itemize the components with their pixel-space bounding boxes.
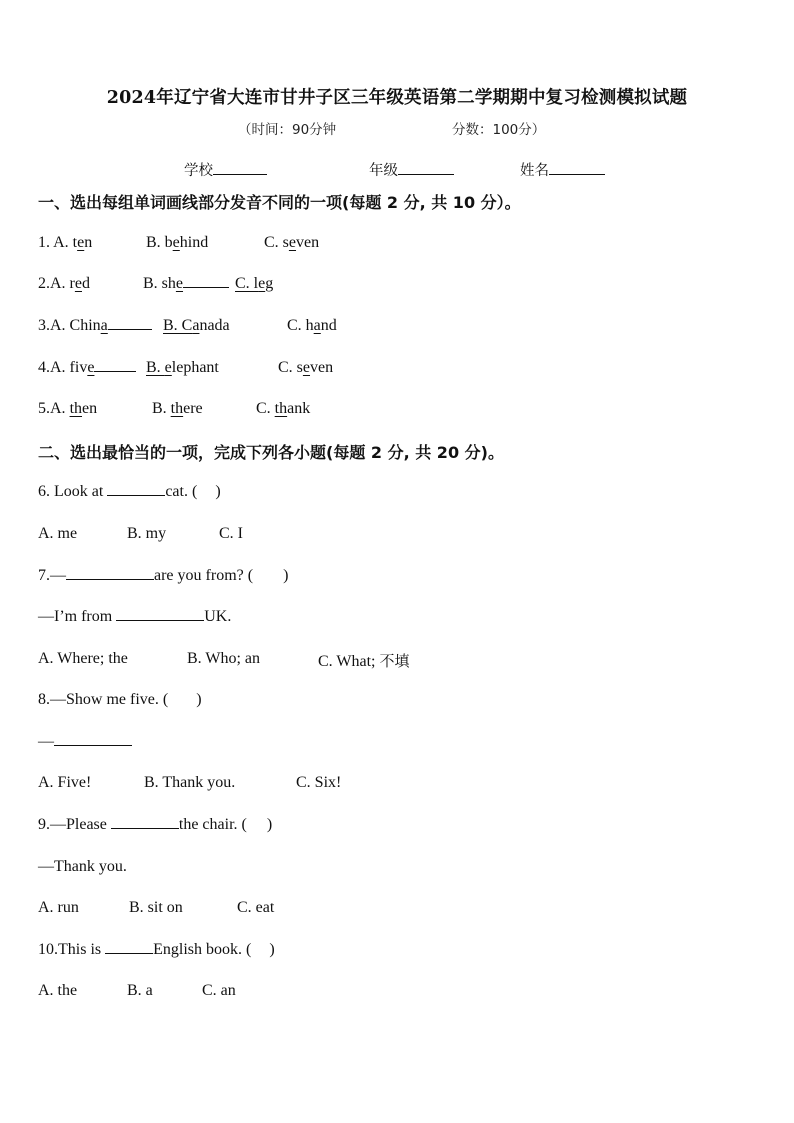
q6-option-c[interactable]: C. I: [219, 525, 243, 542]
q9-option-a[interactable]: A. run: [38, 899, 79, 916]
q8-option-c[interactable]: C. Six!: [296, 774, 342, 791]
question-9-options: [38, 899, 758, 921]
q1-option-a[interactable]: 1. A. ten: [38, 234, 93, 251]
q4-underline: [94, 370, 136, 372]
question-3: [38, 317, 758, 339]
q5-option-b[interactable]: B. there: [152, 400, 203, 417]
question-10-stem: 10.This is English book. ( ): [38, 941, 275, 958]
question-2: [38, 275, 758, 297]
q4-option-c[interactable]: C. seven: [278, 359, 334, 376]
question-8-options: [38, 774, 758, 796]
question-8-stem: 8.—Show me five. ( ): [38, 691, 202, 708]
exam-title: 2024年辽宁省大连市甘井子区三年级英语第二学期期中复习检测模拟试题: [106, 88, 688, 108]
question-5: [38, 400, 758, 422]
q2-underline: [183, 286, 229, 288]
q9-option-b[interactable]: B. sit on: [129, 899, 183, 916]
question-6-stem: 6. Look at cat. ( ): [38, 483, 221, 500]
q6-option-a[interactable]: A. me: [38, 525, 78, 542]
q1-option-c[interactable]: C. seven: [264, 234, 320, 251]
q8-option-b[interactable]: B. Thank you.: [144, 774, 236, 791]
q4-option-b[interactable]: B. elephant: [146, 359, 219, 376]
q7-option-c[interactable]: C. What; 不填: [318, 652, 410, 670]
q1-option-b[interactable]: B. behind: [146, 234, 209, 251]
q5-option-c[interactable]: C. thank: [256, 400, 311, 417]
question-9-reply: —Thank you.: [38, 858, 127, 875]
q2-option-b[interactable]: B. she: [143, 275, 229, 293]
q3-option-b[interactable]: B. Canada: [163, 317, 230, 334]
q10-option-b[interactable]: B. a: [127, 982, 153, 999]
q6-blank[interactable]: [107, 494, 165, 496]
grade-label: 年级: [369, 163, 398, 179]
q8-option-a[interactable]: A. Five!: [38, 774, 92, 791]
question-6-options: [38, 525, 758, 547]
q3-option-c[interactable]: C. hand: [287, 317, 337, 334]
question-10-options: [38, 982, 758, 1004]
q3-underline: [108, 328, 152, 330]
question-7-reply: —I’m from UK.: [38, 608, 232, 625]
q7-blank-1[interactable]: [66, 578, 154, 580]
question-9-stem: 9.—Please the chair. ( ): [38, 816, 273, 833]
q9-blank[interactable]: [111, 827, 179, 829]
school-blank[interactable]: [213, 173, 267, 175]
q2-option-a[interactable]: 2.A. red: [38, 275, 90, 292]
name-field[interactable]: [520, 159, 605, 180]
q7-blank-2[interactable]: [116, 619, 204, 621]
q6-option-b[interactable]: B. my: [127, 525, 167, 542]
section2-heading: 二、选出最恰当的一项，完成下列各小题(每题 2 分, 共 20 分)。: [38, 443, 504, 462]
question-1: [38, 234, 758, 256]
q7-option-a[interactable]: A. Where; the: [38, 650, 128, 667]
name-label: 姓名: [520, 163, 549, 179]
school-label: 学校: [184, 163, 213, 179]
question-7-stem: 7.— are you from? ( ): [38, 567, 289, 584]
question-8-reply: —: [38, 733, 132, 751]
q10-option-a[interactable]: A. the: [38, 982, 78, 999]
q8-blank[interactable]: [54, 744, 132, 746]
question-4: [38, 359, 758, 381]
section1-heading: 一、选出每组单词画线部分发音不同的一项(每题 2 分, 共 10 分）。: [38, 193, 521, 212]
grade-field[interactable]: [369, 159, 454, 180]
grade-blank[interactable]: [398, 173, 454, 175]
q4-option-a[interactable]: 4.A. five: [38, 359, 136, 377]
q9-option-c[interactable]: C. eat: [237, 899, 275, 916]
q10-blank[interactable]: [105, 952, 153, 954]
q10-option-c[interactable]: C. an: [202, 982, 236, 999]
q5-option-a[interactable]: 5.A. then: [38, 400, 98, 417]
name-blank[interactable]: [549, 173, 605, 175]
q2-option-c[interactable]: C. leg: [235, 275, 274, 292]
question-7-options: [38, 650, 758, 672]
exam-score: 分数：100分）: [452, 122, 546, 138]
q7-option-b[interactable]: B. Who; an: [187, 650, 261, 667]
exam-time: （时间：90分钟: [238, 122, 337, 138]
school-field[interactable]: [184, 159, 267, 180]
q3-option-a[interactable]: 3.A. China: [38, 317, 152, 335]
